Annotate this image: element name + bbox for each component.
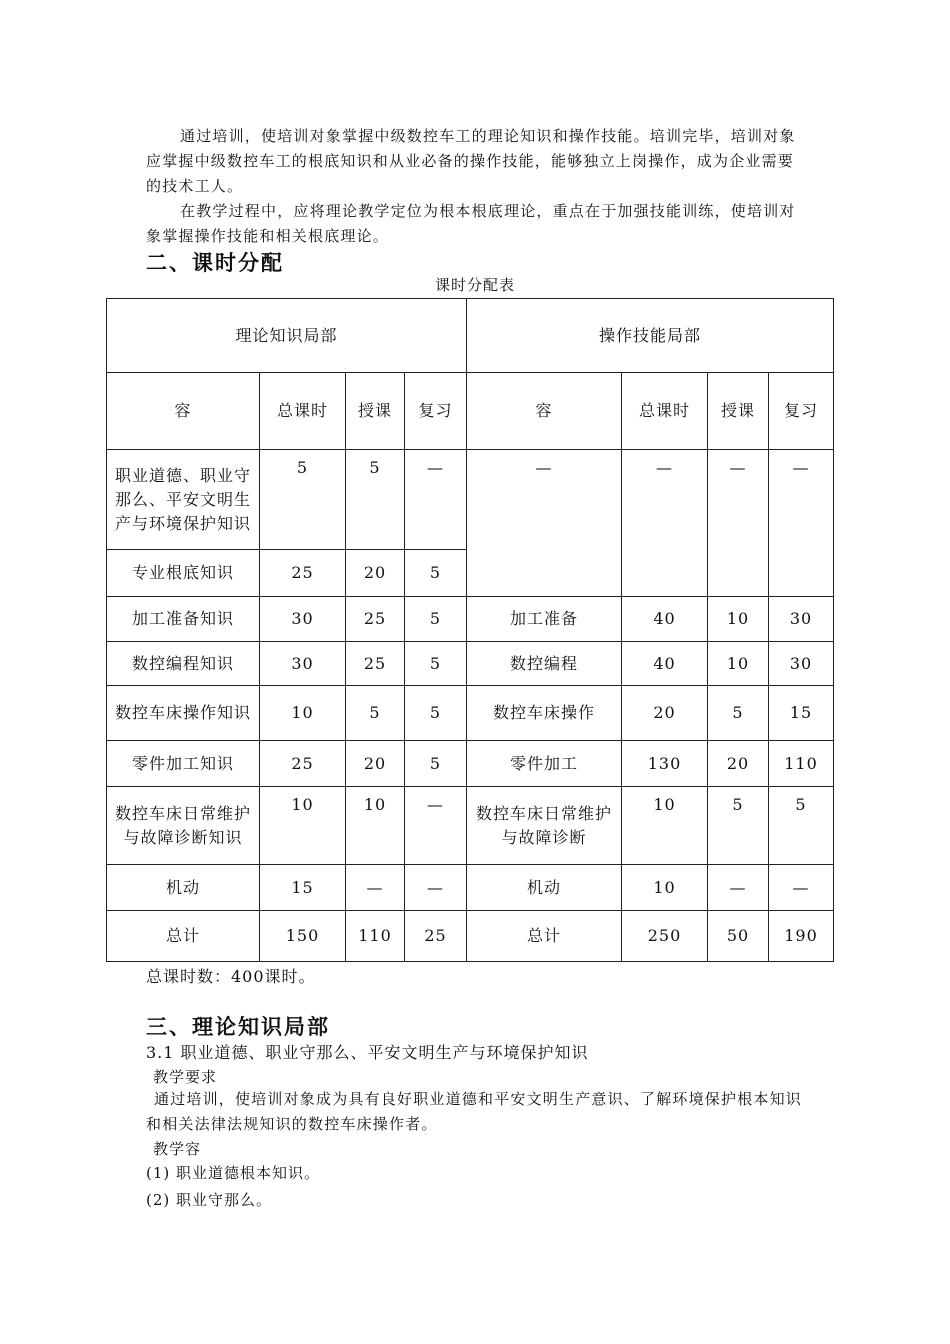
table-cell: 110 — [769, 741, 834, 787]
table-cell: 零件加工知识 — [107, 741, 260, 787]
table-cell: 150 — [260, 911, 346, 962]
total-hours-note: 总课时数：400课时。 — [146, 967, 316, 986]
section-heading-2: 二、课时分配 — [146, 250, 284, 275]
table-cell: 10 — [260, 787, 346, 865]
header-cell: 复习 — [769, 373, 834, 450]
group-header-theory: 理论知识局部 — [107, 299, 467, 373]
table-cell: 20 — [346, 741, 405, 787]
table-row — [107, 642, 834, 686]
table-cell: 机动 — [107, 865, 260, 911]
table-cell: 20 — [346, 550, 405, 597]
table-cell: 25 — [260, 550, 346, 597]
class-hours-table — [106, 298, 834, 962]
table-cell: 10 — [708, 642, 769, 686]
table-cell: — — [405, 450, 467, 550]
group-header-row — [107, 299, 834, 373]
header-cell: 授课 — [708, 373, 769, 450]
requirements-text: 通过培训，使培训对象成为具有良好职业道德和平安文明生产意识、了解环境保护根本知识和相关法律法规知识的数控车床操作者。 — [146, 1090, 803, 1133]
table-cell: — — [622, 450, 708, 597]
subsection-heading: 3.1 职业道德、职业守那么、平安文明生产与环境保护知识 — [146, 1043, 589, 1062]
column-header-row — [107, 373, 834, 450]
table-cell: 10 — [260, 686, 346, 741]
table-cell: 10 — [622, 787, 708, 865]
table-cell: 5 — [260, 450, 346, 550]
table-cell: 总计 — [467, 911, 622, 962]
intro-paragraph-2: 在教学过程中，应将理论教学定位为根本根底理论，重点在于加强技能训练，使培训对象掌握操作技能和相关根底理论。 — [146, 202, 796, 245]
header-cell: 总课时 — [260, 373, 346, 450]
table-cell: 专业根底知识 — [107, 550, 260, 597]
table-cell: 职业道德、职业守那么、平安文明生产与环境保护知识 — [107, 450, 260, 550]
table-cell: 40 — [622, 642, 708, 686]
header-cell: 容 — [107, 373, 260, 450]
header-cell: 总课时 — [622, 373, 708, 450]
table-cell: — — [346, 865, 405, 911]
table-cell: 零件加工 — [467, 741, 622, 787]
table-row — [107, 787, 834, 865]
table-cell: 25 — [346, 642, 405, 686]
table-cell: 5 — [708, 787, 769, 865]
table-cell: 数控编程 — [467, 642, 622, 686]
table-row — [107, 597, 834, 642]
content-item: (1) 职业道德根本知识。 — [146, 1164, 321, 1182]
table-cell: 总计 — [107, 911, 260, 962]
table-cell: 5 — [346, 686, 405, 741]
table-cell: 5 — [405, 642, 467, 686]
section-heading-3: 三、理论知识局部 — [146, 1014, 330, 1039]
table-cell: 250 — [622, 911, 708, 962]
header-cell: 容 — [467, 373, 622, 450]
table-cell: 50 — [708, 911, 769, 962]
table-cell: 5 — [405, 550, 467, 597]
table-cell: 加工准备知识 — [107, 597, 260, 642]
table-cell: 数控车床操作 — [467, 686, 622, 741]
table-cell: 15 — [769, 686, 834, 741]
table-cell: 数控编程知识 — [107, 642, 260, 686]
table-cell: — — [769, 865, 834, 911]
table-cell: 30 — [260, 597, 346, 642]
table-cell: 机动 — [467, 865, 622, 911]
table-cell: 5 — [405, 741, 467, 787]
table-cell: — — [405, 865, 467, 911]
table-cell: 5 — [769, 787, 834, 865]
table-cell: 40 — [622, 597, 708, 642]
table-cell: 25 — [260, 741, 346, 787]
table-cell: 数控车床日常维护与故障诊断知识 — [107, 787, 260, 865]
table-cell: 数控车床日常维护与故障诊断 — [467, 787, 622, 865]
table-caption: 课时分配表 — [434, 276, 515, 294]
table-cell: 190 — [769, 911, 834, 962]
table-cell: 25 — [405, 911, 467, 962]
table-cell: 10 — [622, 865, 708, 911]
table-cell: 20 — [708, 741, 769, 787]
table-row — [107, 741, 834, 787]
table-cell: 5 — [405, 686, 467, 741]
table-cell: 25 — [346, 597, 405, 642]
table-cell: 10 — [708, 597, 769, 642]
table-cell: — — [405, 787, 467, 865]
table-cell: 10 — [346, 787, 405, 865]
content-item: (2) 职业守那么。 — [146, 1191, 273, 1209]
table-row — [107, 865, 834, 911]
table-cell: — — [769, 450, 834, 597]
table-cell: 130 — [622, 741, 708, 787]
table-cell: 5 — [708, 686, 769, 741]
content-label: 教学容 — [153, 1140, 202, 1158]
header-cell: 授课 — [346, 373, 405, 450]
table-cell: 30 — [769, 597, 834, 642]
table-row — [107, 450, 834, 550]
table-cell: 30 — [769, 642, 834, 686]
table-row — [107, 686, 834, 741]
table-cell: 30 — [260, 642, 346, 686]
intro-paragraph-1: 通过培训，使培训对象掌握中级数控车工的理论知识和操作技能。培训完毕，培训对象应掌握中级数控车工的根底知识和从业必备的操作技能，能够独立上岗操作，成为企业需要的技术工人。 — [146, 127, 796, 195]
table-cell: 5 — [405, 597, 467, 642]
header-cell: 复习 — [405, 373, 467, 450]
table-cell: 20 — [622, 686, 708, 741]
group-header-skills: 操作技能局部 — [467, 299, 834, 373]
table-cell: — — [467, 450, 622, 597]
table-cell: 加工准备 — [467, 597, 622, 642]
requirements-label: 教学要求 — [153, 1068, 218, 1086]
table-cell: 15 — [260, 865, 346, 911]
table-row-total — [107, 911, 834, 962]
table-cell: — — [708, 450, 769, 597]
table-cell: — — [708, 865, 769, 911]
table-cell: 数控车床操作知识 — [107, 686, 260, 741]
table-cell: 5 — [346, 450, 405, 550]
table-cell: 110 — [346, 911, 405, 962]
